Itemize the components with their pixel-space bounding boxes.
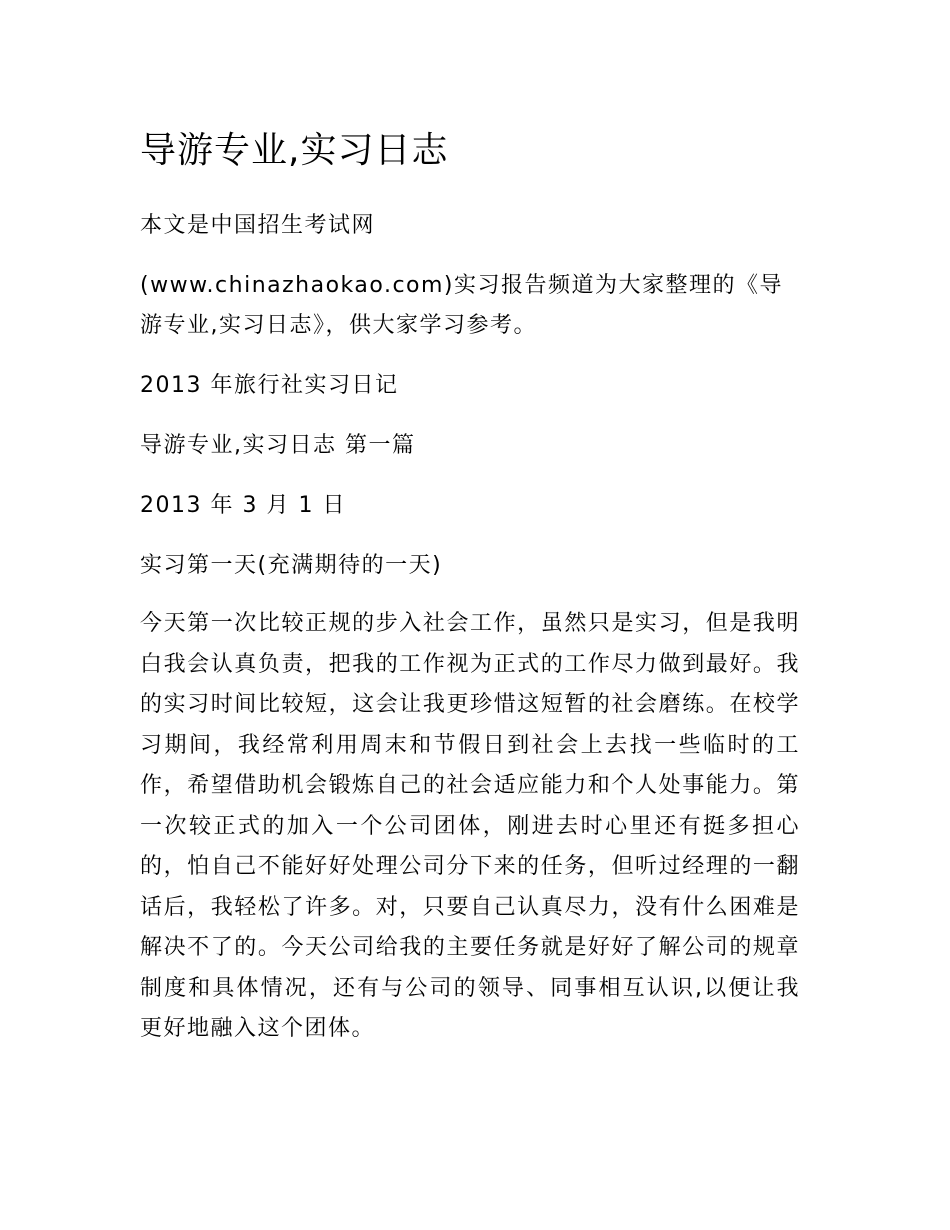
document-content xyxy=(140,126,800,1050)
chapter-heading: 导游专业,实习日志 第一篇 xyxy=(140,433,416,458)
intro-line-2: (www.chinazhaokao.com)实习报告频道为大家整理的《导游专业,实习日志》，供大家学习参考。 xyxy=(140,273,784,338)
document-title: 导游专业,实习日志 xyxy=(140,130,449,171)
intro-line-1: 本文是中国招生考试网 xyxy=(140,213,376,238)
day-title: 实习第一天(充满期待的一天) xyxy=(140,553,443,578)
entry-date: 2013 年 3 月 1 日 xyxy=(140,493,346,518)
body-paragraph: 今天第一次比较正规的步入社会工作，虽然只是实习，但是我明白我会认真负责，把我的工作视为正式的工作尽力做到最好。我的实习时间比较短，这会让我更珍惜这短暂的社会磨练。在校学习期间，我经常利用周末和节假日到社会上去找一些临时的工作，希望借助机会锻炼自己的社会适应能力和个人处事能力。第一次较正式的加入一个公司团体，刚进去时心里还有挺多担心的，怕自己不能好好处理公司分下来的任务，但听过经理的一翻话后，我轻松了许多。对，只要自己认真尽力，没有什么困难是解决不了的。今天公司给我的主要任务就是好好了解公司的规章制度和具体情况，还有与公司的领导、同事相互认识,以便让我更好地融入这个团体。 xyxy=(140,611,800,1041)
section-heading: 2013 年旅行社实习日记 xyxy=(140,373,399,398)
